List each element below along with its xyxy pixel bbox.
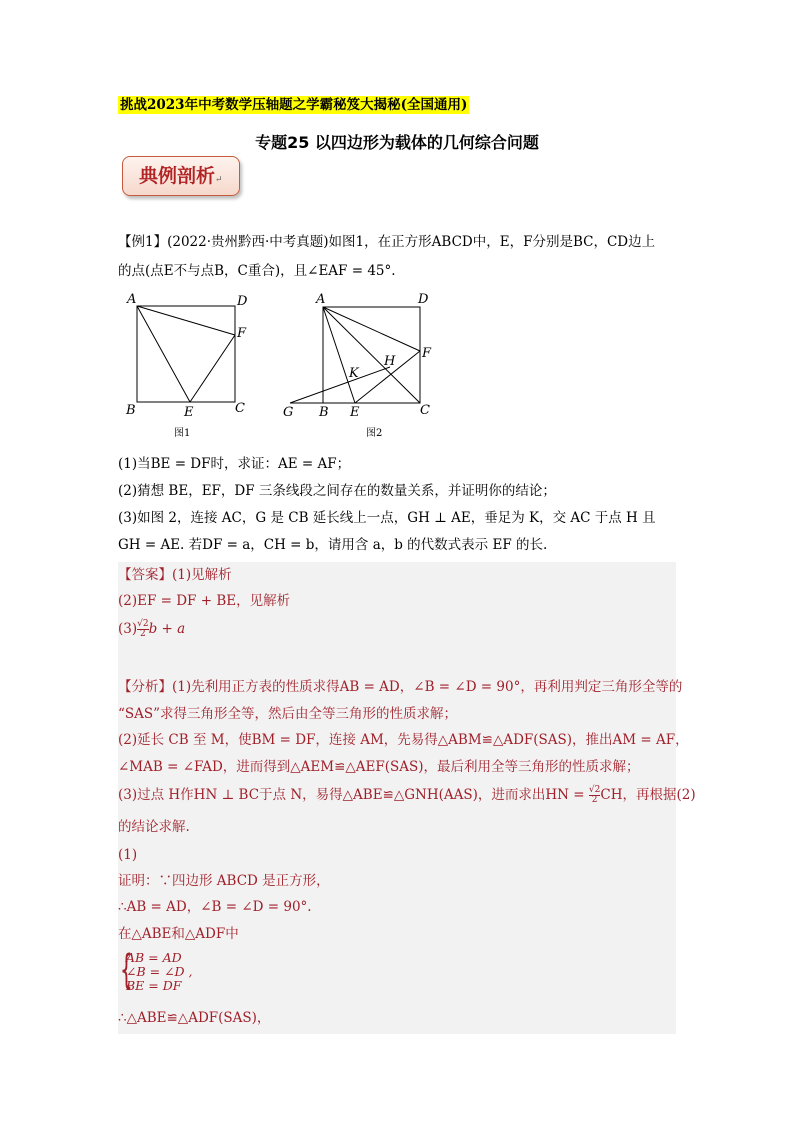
solution-line-1: 证明：∵四边形 ABCD 是正方形， (118, 873, 330, 889)
answer-heading: 【答案】 (118, 567, 172, 583)
fig2-line-AE (323, 307, 355, 403)
fraction-sqrt2-over-2-b (589, 786, 600, 805)
fig2-label-A: A (316, 292, 326, 307)
fig1-label-C: C (235, 401, 245, 416)
system-brace: { (120, 947, 133, 993)
fraction-sqrt2-over-2 (137, 620, 148, 639)
fig1-label-D: D (237, 294, 248, 309)
system-eq-2: ∠B = ∠D , (126, 964, 193, 979)
analysis-line-4: ∠MAB = ∠FAD，进而得到△AEM≌△AEF(SAS)，最后利用全等三角形的性质求解； (118, 759, 640, 775)
fig1-label-B: B (126, 403, 136, 418)
answer-3 (118, 620, 185, 639)
solution-line-2: ∴AB = AD，∠B = ∠D = 90°. (118, 899, 312, 915)
solution-part: (1) (118, 847, 138, 863)
solution-line-4: ∴△ABE≌△ADF(SAS)， (118, 1010, 271, 1026)
problem-line-2: 的点(点E不与点B，C重合)，且∠EAF = 45°. (118, 263, 396, 279)
geometry-figures (118, 290, 458, 440)
analysis-line-6: 的结论求解. (118, 819, 190, 835)
fig2-label-D: D (418, 292, 429, 307)
question-1: (1)当BE = DF时，求证：AE = AF； (118, 456, 351, 472)
answer-1: (1)见解析 (172, 567, 232, 583)
paragraph-mark: ↵ (215, 175, 223, 185)
analysis-text-1: (1)先利用正方表的性质求得AB = AD，∠B = ∠D = 90°，再利用判定三角形全等的 (172, 679, 683, 695)
answer-3-suffix: b + a (148, 621, 186, 637)
page-title: 专题25 以四边形为载体的几何综合问题 (255, 133, 539, 152)
solution-line-3: 在△ABE和△ADF中 (118, 926, 239, 942)
analysis-text-5a: (3)过点 H作HN ⊥ BC于点 N，易得△ABE≌△GNH(AAS)，进而求出HN = (118, 787, 589, 803)
section-tag (122, 156, 240, 196)
fig1-label-A: A (127, 292, 137, 307)
analysis-heading: 【分析】 (118, 679, 172, 695)
fig2-label-H: H (384, 354, 396, 369)
fig2-label-C: C (420, 403, 430, 418)
fig1-line-AF (137, 306, 235, 335)
fig2-label-G: G (283, 405, 294, 420)
fraction-denominator: 2 (591, 795, 598, 805)
question-3b: GH = AE. 若DF = a，CH = b，请用含 a，b 的代数式表示 EF 的长. (118, 537, 548, 553)
fig1-caption: 图1 (174, 428, 191, 439)
fig2-line-GH (290, 367, 390, 403)
analysis-line-5 (118, 786, 696, 805)
header-banner: 挑战2023年中考数学压轴题之学霸秘笈大揭秘(全国通用) (120, 97, 468, 113)
system-eq-3: BE = DF (126, 978, 182, 993)
analysis-text-5b: CH，再根据(2) (600, 787, 696, 803)
fig2-label-B: B (319, 405, 329, 420)
question-3a: (3)如图 2，连接 AC，G 是 CB 延长线上一点，GH ⊥ AE，垂足为 K，交 AC 于点 H 且 (118, 510, 656, 526)
fig2-line-AF (323, 307, 420, 351)
fig2-label-F: F (422, 346, 432, 361)
fraction-denominator: 2 (139, 629, 146, 639)
fig1-label-F: F (237, 326, 247, 341)
analysis-line-1 (118, 678, 682, 696)
fig2-label-K: K (349, 366, 359, 381)
fraction-numerator: √2 (588, 785, 601, 795)
question-2: (2)猜想 BE，EF，DF 三条线段之间存在的数量关系，并证明你的结论； (118, 483, 556, 499)
answer-3-prefix: (3) (118, 621, 138, 637)
fig1-line-EF (190, 335, 235, 402)
analysis-line-3: (2)延长 CB 至 M，使BM = DF，连接 AM，先易得△ABM≌△ADF(SAS)，推出AM = AF， (118, 732, 689, 748)
fig2-caption: 图2 (366, 428, 383, 439)
fig1-label-E: E (184, 405, 194, 420)
system-eq-1: AB = AD (126, 950, 182, 965)
fig1-line-AE (137, 306, 190, 402)
equation-system (126, 951, 193, 993)
answer-2: (2)EF = DF + BE，见解析 (118, 593, 291, 609)
fig2-line-AC (323, 307, 420, 403)
fraction-numerator: √2 (137, 619, 149, 629)
answer-line-1 (118, 566, 232, 584)
problem-line-1: 【例1】(2022·贵州黔西·中考真题)如图1，在正方形ABCD中，E，F分别是BC，CD边上 (118, 234, 656, 250)
fig2-label-E: E (350, 405, 360, 420)
analysis-line-2: “SAS”求得三角形全等，然后由全等三角形的性质求解； (118, 706, 458, 722)
section-tag-label: 典例剖析 (139, 165, 216, 187)
